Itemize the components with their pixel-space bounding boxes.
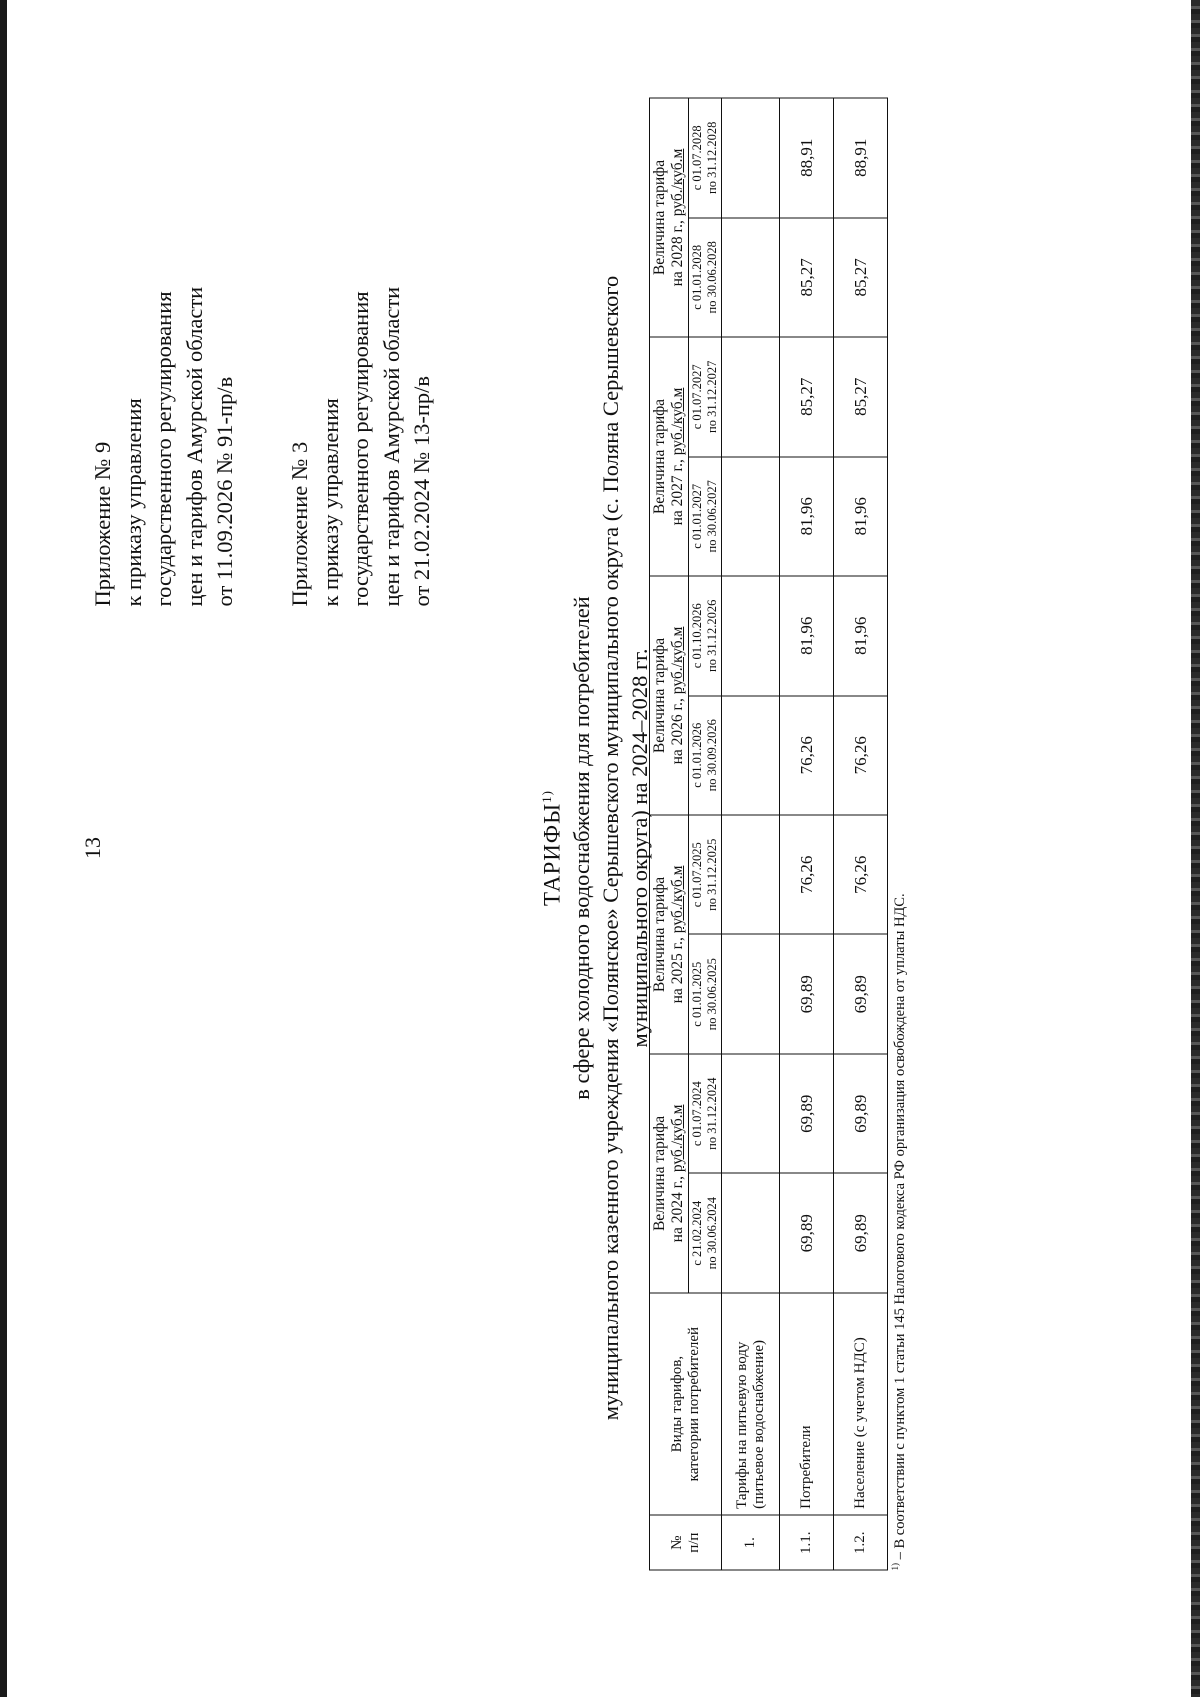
tariff-cell: 88,91 — [780, 98, 834, 218]
page-number: 13 — [80, 837, 105, 859]
tariff-cell: 81,96 — [834, 457, 888, 576]
tariff-cell: 69,89 — [834, 934, 888, 1053]
tariff-cell — [722, 337, 780, 457]
annex-line: цен и тарифов Амурской области — [181, 286, 207, 607]
tariff-cell — [722, 934, 780, 1053]
table-row — [834, 98, 888, 1570]
header-kind-line: Виды тарифов, — [668, 1355, 685, 1453]
row-label: Тарифы на питьевую воду (питьевое водоснабжение) — [722, 1293, 780, 1515]
tariff-cell — [722, 815, 780, 935]
row-num: 1. — [722, 1515, 780, 1570]
annex-current-block — [88, 287, 241, 607]
header-group-2024: Величина тарифа на 2024 г., руб./куб.м — [650, 1054, 689, 1293]
header-period: с 01.07.2027 по 31.12.2027 — [689, 337, 722, 457]
annex-line: Приложение № 3 — [287, 441, 312, 607]
title-footnote-mark: 1) — [539, 790, 554, 803]
row-label: Потребители — [780, 1293, 834, 1515]
heading-line: в сфере холодного водоснабжения для потребителей — [568, 596, 594, 1100]
annex-line: от 11.09.2026 № 91-пр/в — [212, 376, 237, 607]
tariff-cell — [722, 457, 780, 576]
annex-line: цен и тарифов Амурской области — [378, 286, 404, 607]
tariff-cell: 69,89 — [834, 1054, 888, 1174]
tariff-cell: 76,26 — [780, 696, 834, 815]
tariff-cell: 85,27 — [780, 337, 834, 457]
tariff-cell: 69,89 — [780, 1173, 834, 1292]
header-period: с 01.07.2028 по 31.12.2028 — [689, 98, 722, 218]
tariff-cell: 69,89 — [834, 1173, 888, 1292]
tariff-cell: 81,96 — [834, 576, 888, 696]
header-period: с 01.01.2028 по 30.06.2028 — [689, 218, 722, 337]
header-num-line: п/п — [685, 1532, 702, 1553]
tariff-cell — [722, 696, 780, 815]
header-period: с 21.02.2024 по 30.06.2024 — [689, 1173, 722, 1292]
header-period: с 01.07.2024 по 31.12.2024 — [689, 1054, 722, 1174]
header-period: с 01.01.2025 по 30.06.2025 — [689, 934, 722, 1053]
header-num-line: № — [668, 1535, 685, 1550]
tariff-cell: 85,27 — [834, 218, 888, 337]
tariff-cell — [722, 1054, 780, 1174]
annex-line: к приказу управления — [317, 398, 343, 607]
tariff-cell: 69,89 — [780, 1054, 834, 1174]
header-kind — [650, 1293, 722, 1515]
title-text: ТАРИФЫ — [539, 802, 565, 906]
tariff-cell: 76,26 — [834, 815, 888, 935]
tariff-cell: 88,91 — [834, 98, 888, 218]
header-kind-line: категории потребителей — [685, 1326, 702, 1482]
header-period: с 01.01.2026 по 30.09.2026 — [689, 696, 722, 815]
annex-line: государственного регулирования — [348, 291, 373, 607]
tariff-cell: 76,26 — [834, 696, 888, 815]
footnote — [890, 893, 909, 1570]
heading-line: муниципального казенного учреждения «Полянское» Серышевского муниципального округа (с. Поляна Серышевского — [597, 275, 623, 1421]
table-row — [780, 98, 834, 1570]
header-num — [650, 1515, 722, 1570]
header-group-2026: Величина тарифа на 2026 г., руб./куб.м — [650, 576, 689, 815]
row-num: 1.2. — [834, 1515, 888, 1570]
tariff-cell: 69,89 — [780, 934, 834, 1053]
table-row — [722, 98, 780, 1570]
header-group-2027: Величина тарифа на 2027 г., руб./куб.м — [650, 337, 689, 576]
heading-line: муниципального округа) на 2024–2028 гг. — [626, 648, 652, 1048]
annex-original-block — [285, 287, 438, 607]
header-group-2025: Величина тарифа на 2025 г., руб./куб.м — [650, 815, 689, 1054]
header-group-2028: Величина тарифа на 2028 г., руб./куб.м — [650, 98, 689, 337]
tariff-cell: 81,96 — [780, 576, 834, 696]
header-period: с 01.07.2025 по 31.12.2025 — [689, 815, 722, 935]
row-label: Население (с учетом НДС) — [834, 1293, 888, 1515]
header-period: с 01.10.2026 по 31.12.2026 — [689, 576, 722, 696]
tariff-cell: 85,27 — [834, 337, 888, 457]
annex-line: к приказу управления — [120, 398, 146, 607]
tariff-cell — [722, 218, 780, 337]
annex-line: от 21.02.2024 № 13-пр/в — [409, 375, 434, 607]
footnote-text: – В соответствии с пунктом 1 статьи 145 Налогового кодекса РФ организация освобождена от уплаты НДС. — [891, 893, 908, 1563]
row-num: 1.1. — [780, 1515, 834, 1570]
annex-line: Приложение № 9 — [90, 441, 115, 607]
header-period: с 01.01.2027 по 30.06.2027 — [689, 457, 722, 576]
document-title — [532, 0, 567, 1697]
tariff-cell: 76,26 — [780, 815, 834, 935]
tariff-cell: 85,27 — [780, 218, 834, 337]
footnote-mark: 1) — [890, 1563, 900, 1571]
tariff-cell — [722, 1173, 780, 1292]
tariff-cell — [722, 98, 780, 218]
annex-line: государственного регулирования — [151, 291, 176, 607]
document-heading — [532, 0, 654, 1697]
tariff-cell: 81,96 — [780, 457, 834, 576]
tariff-table — [649, 98, 888, 1571]
tariff-cell — [722, 576, 780, 696]
